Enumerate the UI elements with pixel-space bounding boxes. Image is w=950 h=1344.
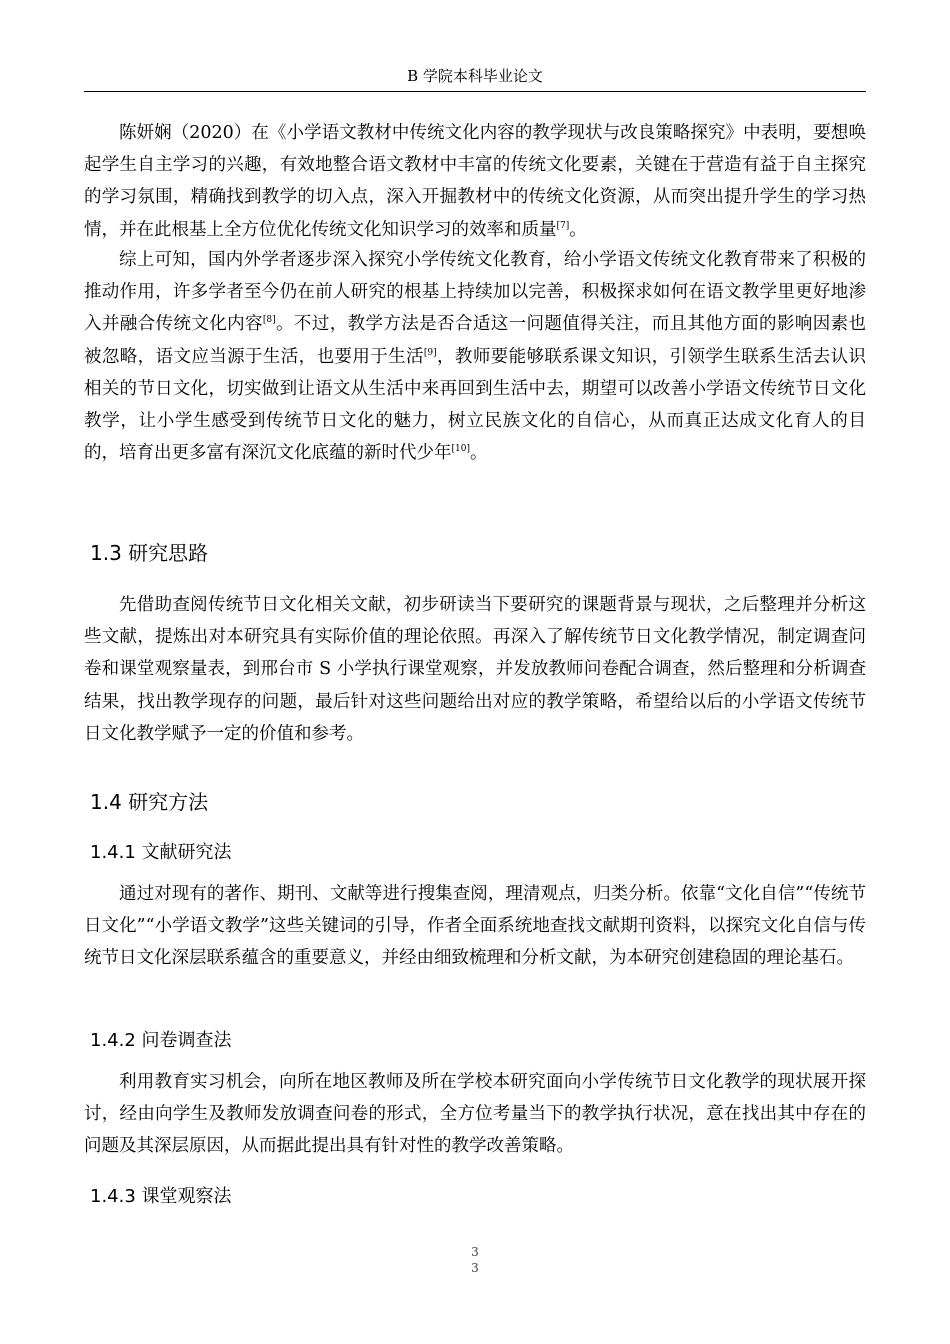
- paragraph-end: 。: [469, 443, 488, 464]
- citation-10: [10]: [451, 444, 470, 455]
- citation-8: [8]: [262, 315, 276, 326]
- subsection-heading-1-4-3: 1.4.3 课堂观察法: [90, 1186, 232, 1207]
- paragraph-research-approach: 先借助查阅传统节日文化相关文献，初步研读当下要研究的课题背景与现状，之后整理并分析这些文献，提炼出对本研究具有实际价值的理论依照。再深入了解传统节日文化教学情况，制定调查问卷和课堂观察量表，到邢台市 S 小学执行课堂观察，并发放教师问卷配合调查，然后整理和分析调查结果，找出教学现存的问题，最后针对这些问题给出对应的教学策略，希望给以后的小学语文传统节日文化教学赋予一定的价值和参考。: [84, 595, 866, 744]
- paragraph-text-b: 。不过，教学方法是否合适这一问题值得关注，而且其他方面的影响因素也被忽略，语文应当源于生活，也要用于生活: [84, 314, 867, 367]
- running-header: B 学院本科毕业论文: [407, 67, 543, 85]
- subsection-heading-1-4-2: 1.4.2 问卷调查法: [90, 1030, 232, 1051]
- section-heading-1-3: 1.3 研究思路: [90, 541, 209, 565]
- section-heading-1-4: 1.4 研究方法: [90, 790, 209, 814]
- page-number-top: 3: [471, 1245, 479, 1259]
- header-rule: [84, 91, 866, 92]
- paragraph-text: 陈妍娴（2020）在《小学语文教材中传统文化内容的教学现状与改良策略探究》中表明，要想唤起学生自主学习的兴趣，有效地整合语文教材中丰富的传统文化要素，关键在于营造有益于自主探究的学习氛围，精确找到教学的切入点，深入开掘教材中的传统文化资源，从而突出提升学生的学习热情，并在此根基上全方位优化传统文化知识学习的效率和质量: [84, 123, 866, 240]
- citation-7: [7]: [556, 220, 570, 231]
- paragraph-end: 。: [569, 219, 587, 240]
- citation-9: [9]: [423, 347, 437, 358]
- paragraph-text-c: ，教师要能够联系课文知识，引领学生联系生活去认识相关的节日文化，切实做到让语文从生活中来再回到生活中去，期望可以改善小学语文传统节日文化教学，让小学生感受到传统节日文化的魅力，树立民族文化的自信心，从而真正达成文化育人的目的，培育出更多富有深沉文化底蕴的新时代少年: [84, 346, 867, 464]
- paragraph-questionnaire-method: 利用教育实习机会，向所在地区教师及所在学校本研究面向小学传统节日文化教学的现状展开探讨，经由向学生及教师发放调查问卷的形式，全方位考量当下的教学执行状况，意在找出其中存在的问题及其深层原因，从而据此提出具有针对性的教学改善策略。: [84, 1072, 866, 1157]
- paragraph-chen-study: [84, 117, 866, 246]
- paragraph-text-a: 综上可知，国内外学者逐步深入探究小学传统文化教育，给小学语文传统文化教育带来了积极的推动作用，许多学者至今仍在前人研究的根基上持续加以完善，积极探求如何在语文教学里更好地渗入并融合传统文化内容: [84, 250, 866, 335]
- subsection-heading-1-4-1: 1.4.1 文献研究法: [90, 842, 232, 863]
- paragraph-literature-method: 通过对现有的著作、期刊、文献等进行搜集查阅，理清观点，归类分析。依靠“文化自信”“传统节日文化”“小学语文教学”这些关键词的引导，作者全面系统地查找文献期刊资料，以探究文化自信与传统节日文化深层联系蕴含的重要意义，并经由细致梳理和分析文献，为本研究创建稳固的理论基石。: [84, 884, 866, 969]
- paragraph-summary: [84, 244, 866, 469]
- page-number-bottom: 3: [471, 1261, 479, 1275]
